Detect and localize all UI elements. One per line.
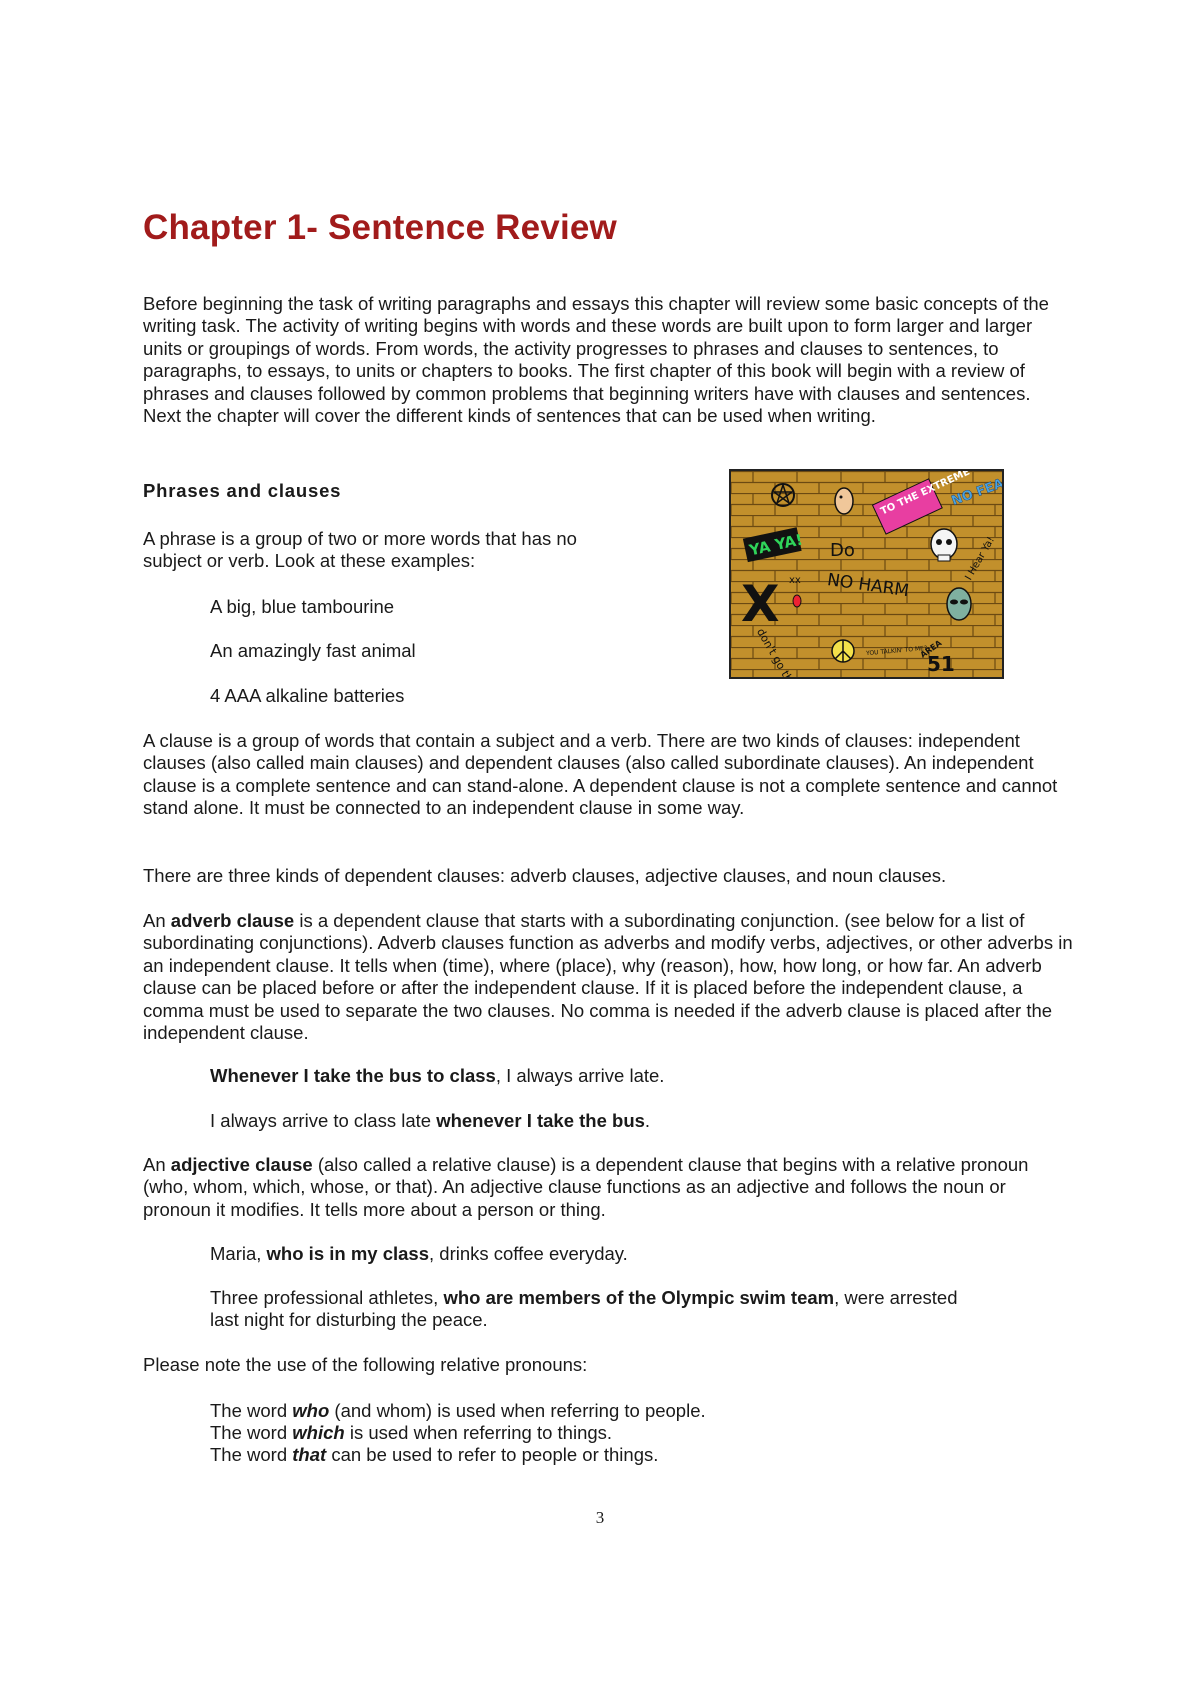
graffiti-ya-ya: YA YA! (747, 530, 805, 560)
graffiti-you-talkin: YOU TALKIN' TO ME? (865, 644, 928, 658)
phrase-example-3: 4 AAA alkaline batteries (210, 685, 405, 706)
adverb-clause-term: adverb clause (170, 910, 295, 931)
adjective-example-1: Maria, who is in my class, drinks coffee everyday. (210, 1243, 628, 1264)
dependent-kinds: There are three kinds of dependent clauses: adverb clauses, adjective clauses, and noun clauses. (143, 865, 947, 886)
adjective-clause-term: adjective clause (170, 1154, 313, 1175)
graffiti-no-fear: NO FEAR (949, 472, 1002, 510)
pronoun-which: The word which is used when referring to things. (210, 1422, 613, 1443)
graffiti-to-the-extreme: TO THE EXTREME (879, 471, 972, 518)
adverb-clause-paragraph: An adverb clause is a dependent clause that starts with a subordinating conjunction. (see below for a list of subordinating conjunctions). Adverb clauses function as adverbs and modify verbs, adjectives, or other adverbs in an independent clause. It tells when (time), where (place), why (reason), how, how long, or how far. An adverb clause can be placed before or after the independent clause. If it is placed before the independent clause, a comma must be used to separate the two clauses. No comma is needed if the adverb clause is placed after the independent clause. (143, 910, 1073, 1044)
page-number: 3 (595, 1508, 605, 1527)
chapter-title: Chapter 1- Sentence Review (143, 208, 617, 247)
alien-icon (947, 588, 971, 620)
face-doodle-icon (835, 488, 853, 514)
graffiti-xx: xx (789, 575, 801, 586)
graffiti-wall-illustration (729, 469, 1004, 679)
graffiti-i-hear-ya: I Hear Ya! (963, 535, 997, 583)
relative-pronoun-note: Please note the use of the following relative pronouns: (143, 1354, 588, 1375)
adverb-example-1: Whenever I take the bus to class, I always arrive late. (210, 1065, 665, 1086)
adjective-example-2: Three professional athletes, who are members of the Olympic swim team, were arrested last night for disturbing the peace. (210, 1287, 958, 1331)
graffiti-51: 51 (927, 652, 955, 676)
graffiti-dont-go-there: don't go there! (754, 626, 807, 677)
intro-paragraph: Before beginning the task of writing paragraphs and essays this chapter will review some basic concepts of the writing task. The activity of writing begins with words and these words are built upon to form larger and larger units or groupings of words. From words, the activity progresses to phrases and clauses to sentences, to paragraphs, to essays, to units or chapters to books. The first chapter of this book will begin with a review of phrases and clauses followed by common problems that beginning writers have with clauses and sentences. Next the chapter will cover the different kinds of sentences that can be used when writing. (143, 293, 1049, 427)
adverb-example-2: I always arrive to class late whenever I take the bus. (210, 1110, 651, 1131)
clause-definition: A clause is a group of words that contain a subject and a verb. There are two kinds of clauses: independent clauses (also called main clauses) and dependent clauses (also called subordinate clauses). An independent clause is a complete sentence and can stand-alone. A dependent clause is not a complete sentence and cannot stand alone. It must be connected to an independent clause in some way. (143, 730, 1058, 819)
pronoun-who: The word who (and whom) is used when referring to people. (210, 1400, 706, 1421)
phrase-example-1: A big, blue tambourine (210, 596, 395, 617)
section-heading: Phrases and clauses (143, 480, 342, 501)
big-x-icon: X (741, 575, 780, 633)
tongue-icon (793, 595, 801, 607)
pronoun-that: The word that can be used to refer to people or things. (210, 1444, 659, 1465)
graffiti-area: AREA (918, 638, 944, 660)
phrase-example-2: An amazingly fast animal (210, 640, 416, 661)
phrase-definition: A phrase is a group of two or more words that has no subject or verb. Look at these examples: (143, 528, 577, 572)
adjective-clause-paragraph: An adjective clause (also called a relative clause) is a dependent clause that begins with a relative pronoun (who, whom, which, whose, or that). An adjective clause functions as an adjective and follows the noun or pronoun it modifies. It tells more about a person or thing. (143, 1154, 1029, 1220)
peace-sign-icon (832, 640, 854, 662)
graffiti-no-harm: NO HARM (825, 569, 911, 602)
graffiti-do: Do (830, 540, 855, 561)
